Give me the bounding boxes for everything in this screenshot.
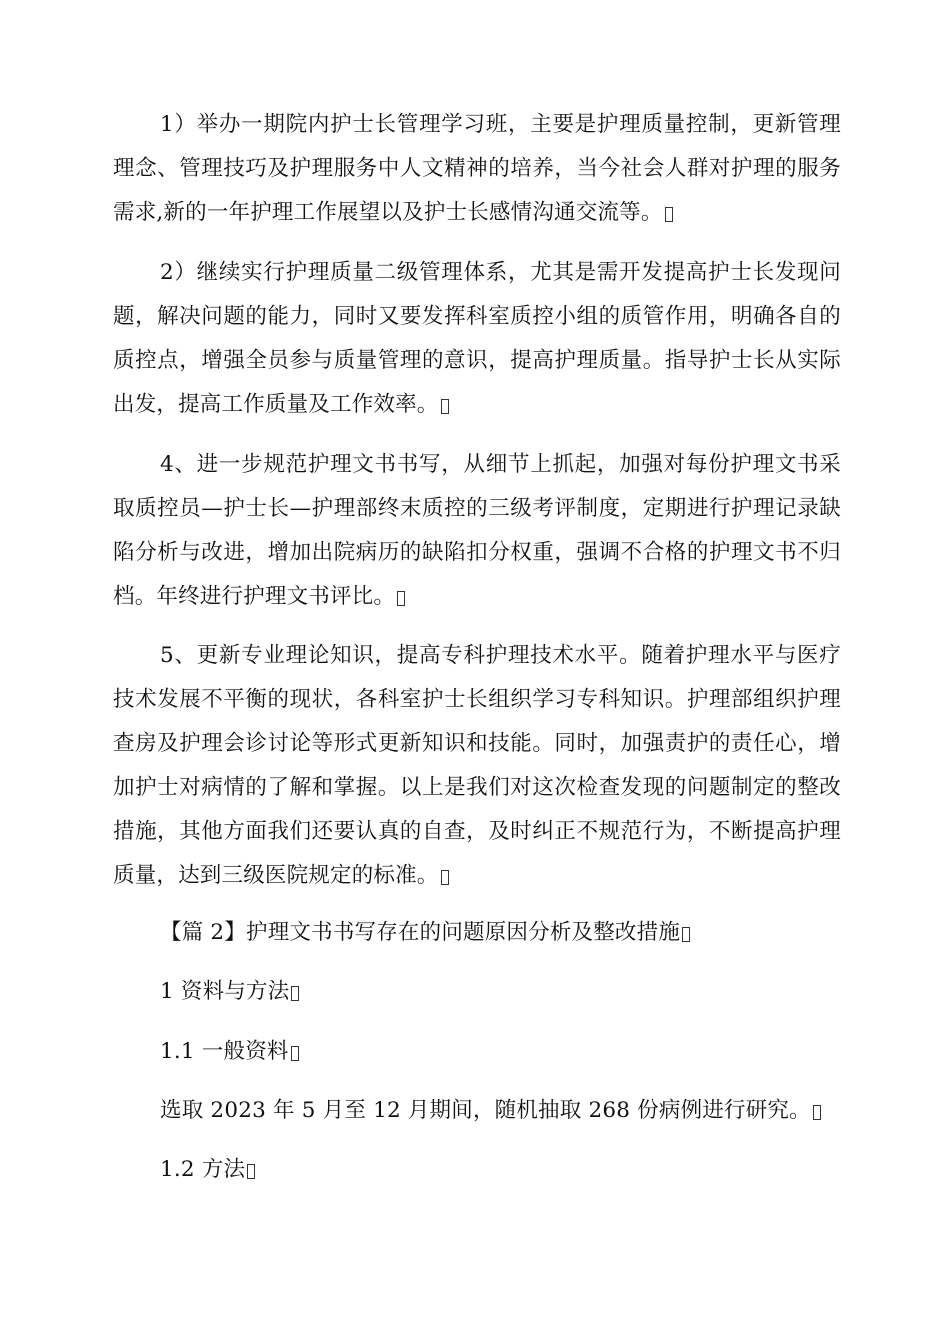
paragraph-mark-icon (441, 870, 449, 885)
paragraph-3 (113, 443, 841, 619)
sentence-1-1-text: 选取 2023 年 5 月至 12 月期间，随机抽取 268 份病例进行研究。 (160, 1098, 811, 1123)
paragraph-1-text: 1）举办一期院内护士长管理学习班，主要是护理质量控制，更新管理理念、管理技巧及护理服务中人文精神的培养，当今社会人群对护理的服务需求,新的一年护理工作展望以及护士长感情沟通交流等。 (113, 112, 841, 225)
paragraph-mark-icon (441, 399, 449, 414)
paragraph-mark-icon (682, 927, 690, 942)
section-title (160, 911, 690, 955)
paragraph-mark-icon (397, 591, 405, 606)
heading-1-2 (160, 1148, 255, 1192)
paragraph-3-text: 4、进一步规范护理文书书写，从细节上抓起，加强对每份护理文书采取质控员—护士长—护理部终末质控的三级考评制度，定期进行护理记录缺陷分析与改进，增加出院病历的缺陷扣分权重，强调不合格的护理文书不归档。年终进行护理文书评比。 (113, 452, 841, 609)
paragraph-2 (113, 251, 841, 427)
paragraph-mark-icon (247, 1164, 255, 1179)
paragraph-mark-icon (665, 207, 673, 222)
heading-1-1 (160, 1030, 299, 1074)
heading-1-text: 1 资料与方法 (160, 979, 290, 1004)
paragraph-1 (113, 103, 841, 235)
paragraph-2-text: 2）继续实行护理质量二级管理体系，尤其是需开发提高护士长发现问题，解决问题的能力，同时又要发挥科室质控小组的质管作用，明确各自的质控点，增强全员参与质量管理的意识，提高护理质量。指导护士长从实际出发，提高工作质量及工作效率。 (113, 260, 841, 417)
paragraph-mark-icon (291, 986, 299, 1001)
heading-1-1-text: 1.1 一般资料 (160, 1039, 289, 1064)
section-title-text: 【篇 2】护理文书书写存在的问题原因分析及整改措施 (160, 920, 681, 945)
heading-1-2-text: 1.2 方法 (160, 1157, 246, 1182)
paragraph-4-text: 5、更新专业理论知识，提高专科护理技术水平。随着护理水平与医疗技术发展不平衡的现状，各科室护士长组织学习专科知识。护理部组织护理查房及护理会诊讨论等形式更新知识和技能。同时，加强责护的责任心，增加护士对病情的了解和掌握。以上是我们对这次检查发现的问题制定的整改措施，其他方面我们还要认真的自查，及时纠正不规范行为，不断提高护理质量，达到三级医院规定的标准。 (113, 643, 841, 888)
paragraph-mark-icon (813, 1105, 821, 1120)
sentence-1-1 (160, 1089, 821, 1133)
heading-1 (160, 970, 299, 1014)
paragraph-4 (113, 634, 841, 898)
paragraph-mark-icon (291, 1046, 299, 1061)
